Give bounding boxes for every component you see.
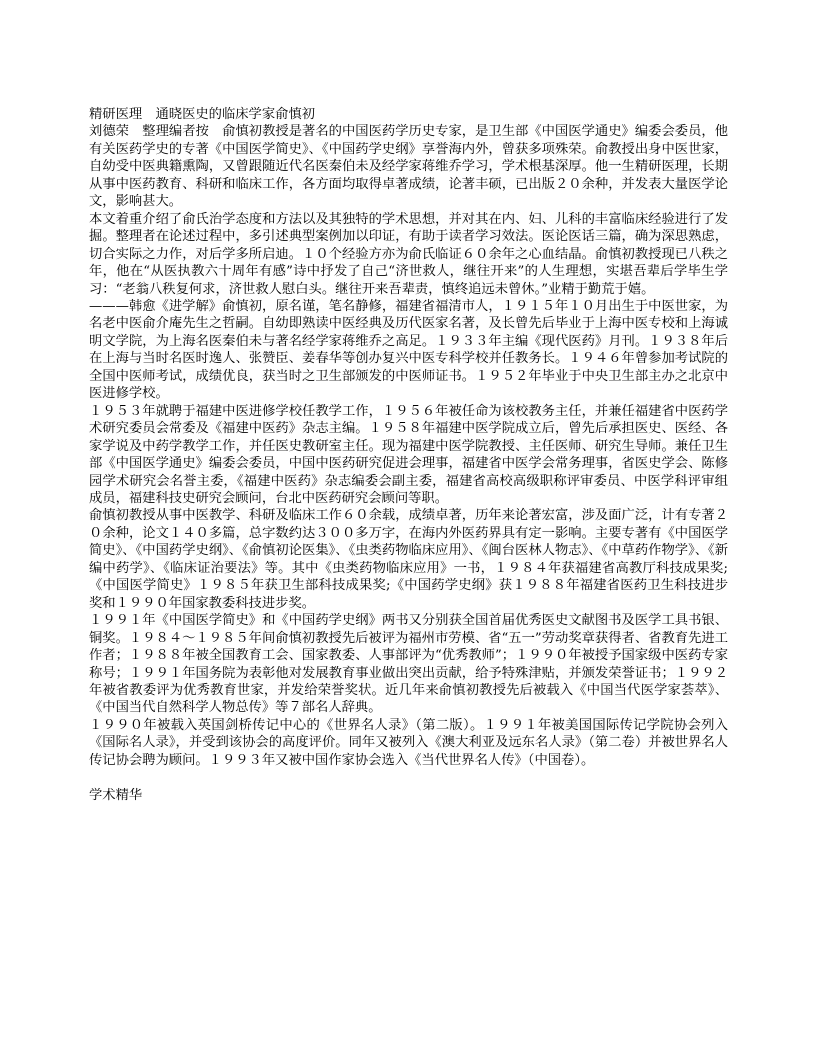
section-heading-academic-essence: 学术精华 — [89, 787, 143, 803]
document-title: 精研医理 通晓医史的临床学家俞慎初 — [89, 107, 316, 122]
paragraph-2: 本文着重介绍了俞氏治学态度和方法以及其独特的学术思想，并对其在内、妇、儿科的丰富临床经验进行了发掘。整理者在论述过程中，多引述典型案例加以印证，有助于读者学习效法。医论医话三篇，确为深思熟虑，切合实际之力作，对后学多所启迪。１０个经验方亦为俞氏临证６０余年之心血结晶。俞慎初教授现已八秩之年，他在“从医执教六十周年有感”诗中抒发了自己“济世救人，继往开来”的人生理想，实堪吾辈后学毕生学习：“老翁八秩复何求，济世救人慰白头。继往开来吾辈责，慎终追远未曾休。”业精于勤荒于嬉。 — [89, 211, 728, 297]
document-text-body — [89, 106, 728, 804]
paragraph-7: １９９０年被载入英国剑桥传记中心的《世界名人录》（第二版）。１９９１年被美国国际传记学院协会列入《国际名人录》，并受到该协会的高度评价。同年又被列入《澳大利亚及远东名人录》（第二卷）并被世界名人传记协会聘为顾问。１９９３年又被中国作家协会选入《当代世界名人传》（中国卷）。 — [89, 717, 728, 768]
paragraph-6: １９９１年《中国医学简史》和《中国药学史纲》两书又分别获全国首届优秀医史文献图书及医学工具书银、铜奖。１９８４～１９８５年间俞慎初教授先后被评为福州市劳模、省“五一”劳动奖章获得者、省教育先进工作者；１９８８年被全国教育工会、国家教委、人事部评为“优秀教师”；１９９０年被授予国家级中医药专家称号；１９９１年国务院为表彰他对发展教育事业做出突出贡献，给予特殊津贴，并颁发荣誉证书；１９９２年被省教委评为优秀教育世家，并发给荣誉奖状。近几年来俞慎初教授先后被载入《中国当代医学家荟萃》、《中国当代自然科学人物总传》等７部名人辞典。 — [89, 613, 728, 716]
blank-line — [89, 769, 728, 786]
paragraph-3: ———韩愈《进学解》俞慎初，原名谨，笔名静修，福建省福清市人，１９１５年１０月出生于中医世家，为名老中医俞介庵先生之哲嗣。自幼即熟读中医经典及历代医家名著，及长曾先后毕业于上海中医专校和上海诚明文学院，为上海名医秦伯未与著名经学家蒋维乔之高足。１９３３年主编《现代医药》月刊。１９３８年后在上海与当时名医时逸人、张赞臣、姜春华等创办复兴中医专科学校并任教务长。１９４６年曾参加考试院的全国中医师考试，成绩优良，获当时之卫生部颁发的中医师证书。１９５２年毕业于中央卫生部主办之北京中医进修学校。 — [89, 298, 728, 402]
paragraph-5: 俞慎初教授从事中医教学、科研及临床工作６０余载，成绩卓著，历年来论著宏富，涉及面广泛，计有专著２０余种，论文１４０多篇，总字数约达３００多万字，在海内外医药界具有定一影响。主要专著有《中国医学简史》、《中国药学史纲》、《俞慎初论医集》、《虫类药物临床应用》、《闽台医林人物志》、《中草药作物学》、《新编中药学》、《临床证治要法》等。其中《虫类药物临床应用》一书，１９８４年获福建省高教厅科技成果奖;《中国医学简史》１９８５年获卫生部科技成果奖;《中国药学史纲》获１９８８年福建省医药卫生科技进步奖和１９９０年国家教委科技进步奖。 — [89, 508, 728, 611]
paragraph-4: １９５３年就聘于福建中医进修学校任教学工作，１９５６年被任命为该校教务主任，并兼任福建省中医药学术研究委员会常委及《福建中医药》杂志主编。１９５８年福建中医学院成立后，曾先后承担医史、医经、各家学说及中药学教学工作，并任医史教研室主任。现为福建中医学院教授、主任医师、研究生导师。兼任卫生部《中国医学通史》编委会委员，中国中医药研究促进会理事，福建省中医学会常务理事，省医史学会、陈修园学术研究会名誉主委，《福建中医药》杂志编委会副主委，福建省高校高级职称评审委员、中医学科评审组成员，福建科技史研究会顾问，台北中医药研究会顾问等职。 — [89, 403, 728, 506]
paragraph-1: 刘德荣 整理编者按 俞慎初教授是著名的中国医药学历史专家，是卫生部《中国医学通史》编委会委员，他有关医药学史的专著《中国医学简史》、《中国药学史纲》享誉海内外，曾获多项殊荣。俞教授出身中医世家，自幼受中医典籍熏陶，又曾跟随近代名医秦伯未及经学家蒋维乔学习，学术根基深厚。他一生精研医理，长期从事中医药教育、科研和临床工作，各方面均取得卓著成绩，论著丰硕，已出版２０余种，并发表大量医学论文，影响甚大。 — [89, 124, 728, 210]
